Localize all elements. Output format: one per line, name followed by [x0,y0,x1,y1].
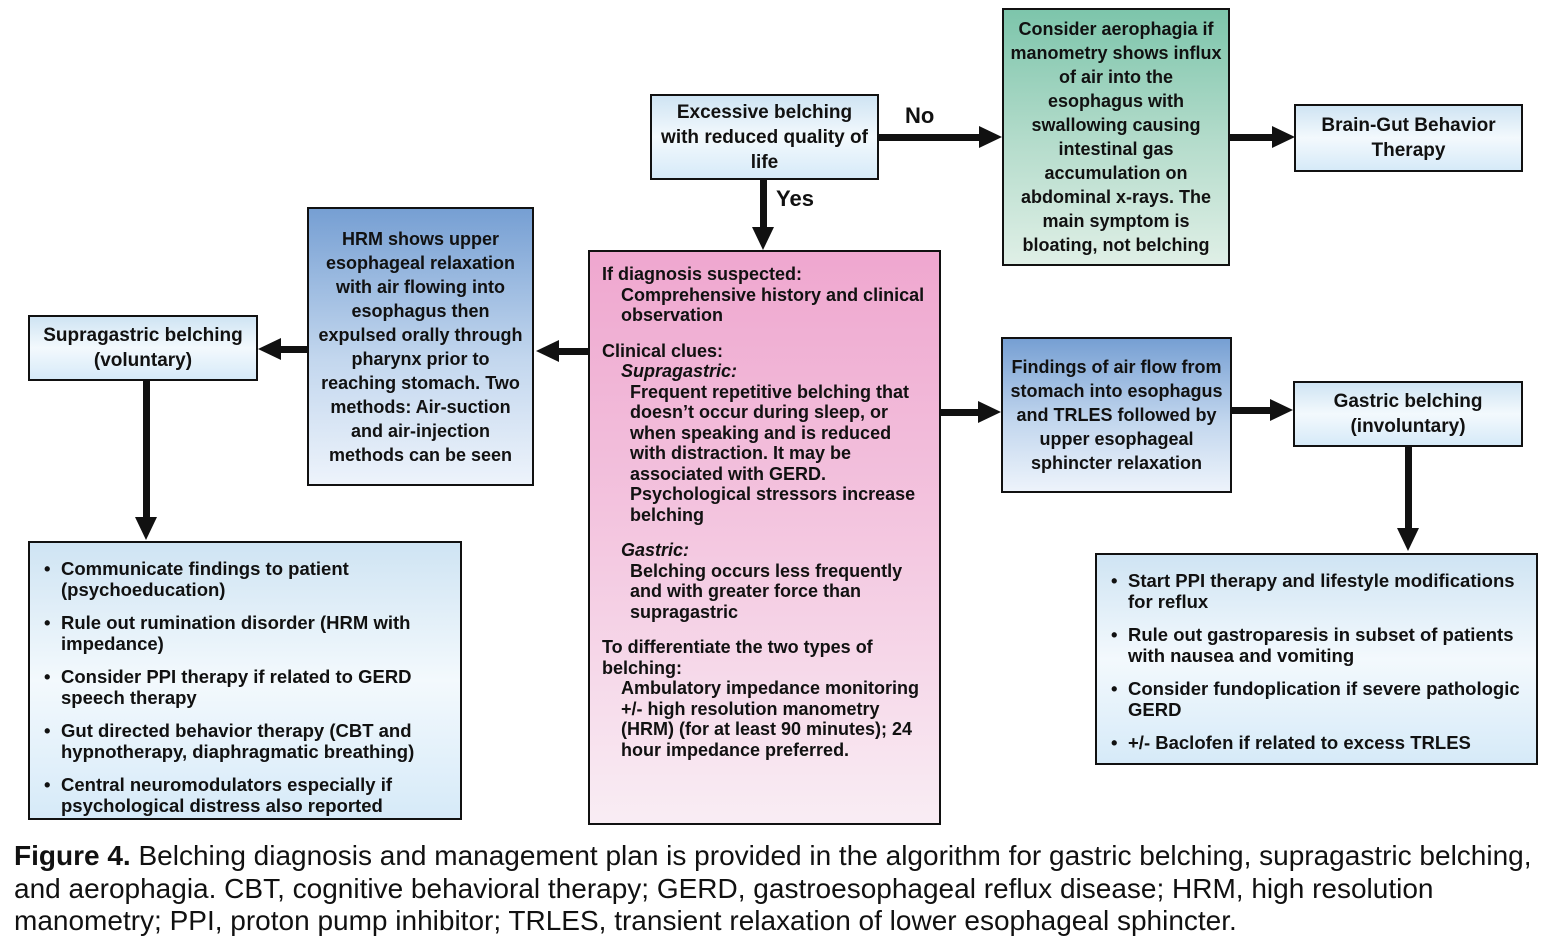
arrow-head [135,517,157,540]
arrow-shaft [1232,407,1271,414]
plan-bullet-item [1111,624,1522,666]
diagnosis-line: If diagnosis suspected: [602,264,803,284]
bullet-text: Communicate findings to patient (psychoeducation) [61,558,349,600]
bullet-dot: • [1111,624,1118,645]
gastric-belching-box [1293,381,1523,447]
diagnosis-line: Comprehensive history and clinical observation [621,284,925,325]
plan-bullet-item [1111,732,1522,753]
arrow-head [536,340,559,362]
diagnosis-line: Belching occurs less frequently and with greater force than supragastric [630,560,903,622]
bullet-dot: • [44,666,51,687]
aerophagia-box [1002,8,1230,266]
bullet-text: Central neuromodulators especially if psychological distress also reported [61,774,393,816]
bullet-dot: • [1111,570,1118,591]
diagnosis-line: Clinical clues: [602,340,724,361]
bullet-dot: • [1111,678,1118,699]
bullet-text: Rule out rumination disorder (HRM with impedance) [61,612,411,654]
supragastric-belching-box [28,315,258,381]
bullet-text: +/- Baclofen if related to excess TRLES [1128,732,1471,753]
diagnosis-body [590,252,939,772]
arrow-shaft [281,346,307,353]
diagnosis-line: Frequent repetitive belching that doesn’t occur during sleep, or when speaking and is reduced with distraction. It may be associated with GERD. Psychological stressors increase belching [630,381,916,525]
diagnosis-line: To differentiate the two types of belching: [602,637,873,678]
bullet-dot: • [44,720,51,741]
aerophagia-text: Consider aerophagia if manometry shows influx of air into the esophagus with swallowing causing intestinal gas accumulation on abdominal x-rays. The main symptom is bloating, not belching [1010,19,1222,255]
plan-bullet-item [44,774,446,816]
brain-gut-therapy-text: Brain-Gut Behavior Therapy [1321,115,1496,161]
plan-bullet-item [44,666,446,708]
bullet-dot: • [44,774,51,795]
airflow-findings-box [1001,337,1232,493]
arrow-no-shaft [879,134,980,141]
supragastric-plan-list [30,543,460,826]
arrow-yes-shaft [760,180,767,230]
bullet-text: Gut directed behavior therapy (CBT and hypnotherapy, diaphragmatic breathing) [61,720,415,762]
figure-caption-label: Figure 4. [14,840,131,871]
arrow-shaft [557,348,588,355]
figure-caption [14,840,1538,938]
diagnosis-line: Ambulatory impedance monitoring +/- high resolution manometry (HRM) (for at least 90 minutes); 24 hour impedance preferred. [621,678,920,760]
arrow-yes-label: Yes [776,186,814,211]
figure-caption-text: Belching diagnosis and management plan is provided in the algorithm for gastric belching, supragastric belching, and aerophagia. CBT, cognitive behavioral therapy; GERD, gastroesophageal reflux disease; HRM, high resolution manometry; PPI, proton pump inhibitor; TRLES, transient relaxation of lower esophageal sphincter. [14,840,1532,936]
arrow-head [1272,126,1295,148]
gastric-plan-list [1097,555,1536,763]
plan-bullet-item [1111,678,1522,720]
supragastric-plan-box [28,541,462,820]
arrow-head [1397,528,1419,551]
plan-bullet-item [44,720,446,762]
arrow-shaft [1405,447,1412,529]
bullet-dot: • [44,612,51,633]
bullet-dot: • [1111,732,1118,753]
arrow-head [1270,399,1293,421]
gastric-plan-box [1095,553,1538,765]
arrow-no-head [979,126,1002,148]
bullet-text: Rule out gastroparesis in subset of patients with nausea and vomiting [1128,624,1514,666]
plan-bullet-item [44,558,446,600]
arrow-yes-head [752,227,774,250]
supragastric-belching-text: Supragastric belching (voluntary) [43,325,243,371]
gastric-belching-text: Gastric belching (involuntary) [1333,391,1483,437]
arrow-no-label: No [905,103,935,128]
hrm-findings-box [307,207,534,486]
arrow-shaft [1230,134,1274,141]
arrow-head [978,401,1001,423]
arrow-shaft [143,381,150,518]
airflow-findings-text: Findings of air flow from stomach into esophagus and TRLES followed by upper esophageal sphincter relaxation [1010,357,1223,473]
hrm-findings-text: HRM shows upper esophageal relaxation with air flowing into esophagus then expulsed orally through pharynx prior to reaching stomach. Two methods: Air-suction and air-injection methods can be seen [318,228,523,465]
bullet-text: Consider fundoplication if severe pathologic GERD [1128,678,1520,720]
excessive-belching-text: Excessive belching with reduced quality of life [661,101,868,173]
diagnosis-line: Supragastric: [621,361,738,381]
bullet-dot: • [44,558,51,579]
bullet-text: Consider PPI therapy if related to GERD speech therapy [61,666,412,708]
diagnosis-line: Gastric: [621,540,690,560]
arrow-head [258,338,281,360]
excessive-belching-box [650,94,879,180]
brain-gut-therapy-box [1294,104,1523,172]
arrow-shaft [941,409,979,416]
diagnosis-box [588,250,941,825]
bullet-text: Start PPI therapy and lifestyle modifications for reflux [1128,570,1515,612]
plan-bullet-item [44,612,446,654]
plan-bullet-item [1111,570,1522,612]
